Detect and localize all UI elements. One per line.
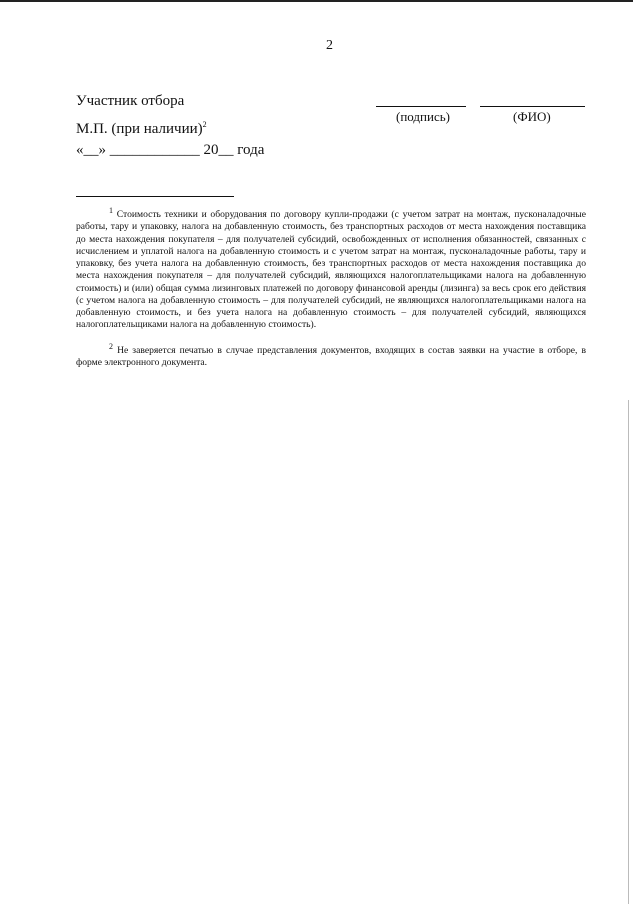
footnote-separator [76,196,234,197]
top-border-line [0,0,633,2]
name-caption: (ФИО) [513,109,551,124]
footnote-2-marker: 2 [109,341,113,351]
seal-label-text: М.П. (при наличии) [76,121,203,137]
name-line [480,106,585,107]
footnote-2-text: Не заверяется печатью в случае представления документов, входящих в состав заявки на участие в отборе, в форме электронного документа. [76,345,586,369]
seal-label [76,121,207,138]
footnote-1-marker: 1 [109,205,113,215]
signature-line [376,106,466,107]
participant-label: Участник отбора [76,93,185,109]
page-number: 2 [326,38,333,53]
footnote-2 [76,341,586,370]
footnote-1-text: Стоимость техники и оборудования по договору купли-продажи (с учетом затрат на монтаж, пусконаладочные работы, тару и упаковку, налога на добавленную стоимость, без транспортных расходов от места нахождения поставщика до места нахождения покупателя – для получателей субсидий, освобожденных от исполнения обязанностей, связанных с исчислением и уплатой налога на добавленную стоимость и с учетом затрат на монтаж, пусконаладочные работы, тару и упаковку, без учета налога на добавленную стоимость, без транспортных расходов от места нахождения поставщика до места нахождения покупателя – для получателей субсидий, являющихся налогоплательщиками налога на добавленную стоимость) и (или) общая сумма лизинговых платежей по договору финансовой аренды (лизинга) за весь срок его действия (с учетом налога на добавленную стоимость – для получателей субсидий, не являющихся налогоплательщиками налога на добавленную стоимость, и без учета налога на добавленную стоимость – для получателей субсидий, являющихся налогоплательщиками налога на добавленную стоимость). [76,209,587,331]
seal-footnote-marker: 2 [202,120,207,129]
scan-edge-line [628,400,629,904]
date-line: «__» ____________ 20__ года [76,142,265,158]
footnote-1 [76,205,587,332]
signature-caption: (подпись) [396,109,450,124]
